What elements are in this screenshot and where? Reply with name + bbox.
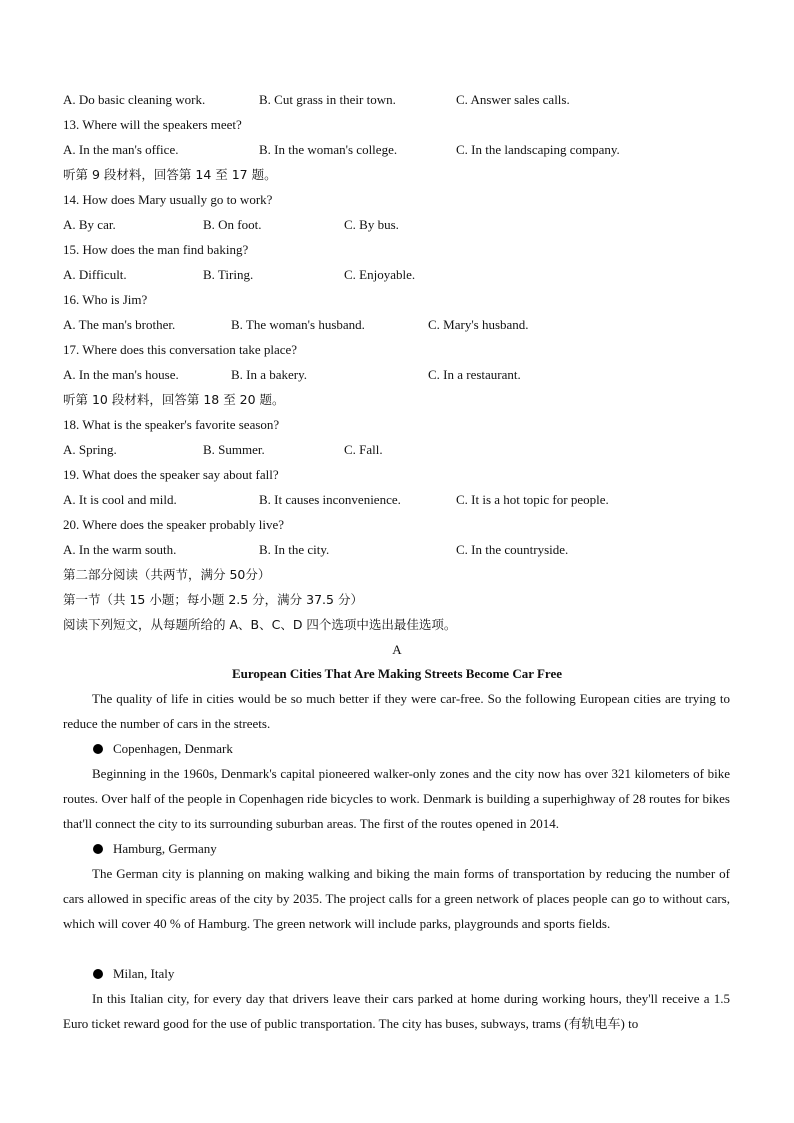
- q14-option-c: C. By bus.: [344, 217, 399, 232]
- q18-option-a: A. Spring.: [63, 442, 117, 457]
- q20-option-b: B. In the city.: [259, 542, 330, 557]
- q16-option-a: A. The man's brother.: [63, 317, 176, 332]
- q14-question: 14. How does Mary usually go to work?: [63, 192, 273, 207]
- q12-option-c: C. Answer sales calls.: [456, 92, 570, 107]
- passage-title: European Cities That Are Making Streets Become Car Free: [231, 666, 563, 681]
- q13-option-b: B. In the woman's college.: [259, 142, 398, 157]
- passage-intro: The quality of life in cities would be so much better if they were car-free. So the following European cities are trying to reduce the number of cars in the streets.: [63, 691, 730, 731]
- city-name: Milan, Italy: [113, 966, 175, 981]
- q15-question: 15. How does the man find baking?: [63, 242, 249, 257]
- q20-option-a: A. In the warm south.: [63, 542, 177, 557]
- bullet-icon: [93, 969, 103, 979]
- section-9-instruction: 听第 9 段材料，回答第 14 至 17 题。: [63, 167, 277, 182]
- q15-option-a: A. Difficult.: [63, 267, 127, 282]
- q14-option-a: A. By car.: [63, 217, 116, 232]
- q16-option-c: C. Mary's husband.: [428, 317, 529, 332]
- q20-question: 20. Where does the speaker probably live?: [63, 517, 285, 532]
- reading-part-heading: 第二部分阅读（共两节，满分 50分）: [63, 567, 271, 582]
- q13-option-a: A. In the man's office.: [63, 142, 179, 157]
- q19-question: 19. What does the speaker say about fall?: [63, 467, 279, 482]
- q18-option-c: C. Fall.: [344, 442, 383, 457]
- reading-section-heading: 第一节（共 15 小题；每小题 2.5 分，满分 37.5 分）: [63, 592, 363, 607]
- paragraph-copenhagen: Beginning in the 1960s, Denmark's capital pioneered walker-only zones and the city now has over 321 kilometers of bike routes. Over half of the people in Copenhagen ride bicycles to work. Denmark is building a superhighway of 28 routes for bikes that'll connect the city to its surrounding suburban areas. The first of the routes opened in 2014.: [63, 766, 730, 831]
- section-10-instruction: 听第 10 段材料，回答第 18 至 20 题。: [63, 392, 285, 407]
- q12-option-a: A. Do basic cleaning work.: [63, 92, 206, 107]
- city-heading-milan: [93, 966, 174, 982]
- q18-option-b: B. Summer.: [203, 442, 265, 457]
- bullet-icon: [93, 844, 103, 854]
- q15-option-c: C. Enjoyable.: [344, 267, 416, 282]
- q19-option-c: C. It is a hot topic for people.: [456, 492, 609, 507]
- q17-question: 17. Where does this conversation take place?: [63, 342, 298, 357]
- reading-instruction: 阅读下列短文，从每题所给的 A、B、C、D 四个选项中选出最佳选项。: [63, 617, 457, 632]
- q12-option-b: B. Cut grass in their town.: [259, 92, 396, 107]
- paragraph-hamburg: The German city is planning on making walking and biking the main forms of transportation by reducing the number of cars allowed in specific areas of the city by 2035. The project calls for a green network of places people can go to without cars, which will cover 40 % of Hamburg. The green network will include parks, playgrounds and sports fields.: [63, 866, 730, 931]
- passage-letter: A: [392, 642, 402, 657]
- q19-option-b: B. It causes inconvenience.: [259, 492, 401, 507]
- q17-option-a: A. In the man's house.: [63, 367, 179, 382]
- q15-option-b: B. Tiring.: [203, 267, 254, 282]
- q16-question: 16. Who is Jim?: [63, 292, 148, 307]
- q16-option-b: B. The woman's husband.: [231, 317, 365, 332]
- q14-option-b: B. On foot.: [203, 217, 262, 232]
- q17-option-b: B. In a bakery.: [231, 367, 308, 382]
- q20-option-c: C. In the countryside.: [456, 542, 569, 557]
- q17-option-c: C. In a restaurant.: [428, 367, 521, 382]
- city-heading-hamburg: [93, 841, 217, 857]
- city-heading-copenhagen: [93, 741, 233, 757]
- q18-question: 18. What is the speaker's favorite season?: [63, 417, 280, 432]
- q19-option-a: A. It is cool and mild.: [63, 492, 177, 507]
- city-name: Hamburg, Germany: [113, 841, 217, 856]
- city-name: Copenhagen, Denmark: [113, 741, 233, 756]
- paragraph-milan: In this Italian city, for every day that drivers leave their cars parked at home during working hours, they'll receive a 1.5 Euro ticket reward good for the use of public transportation. The city has buses, subways, trams (有轨电车) to: [63, 991, 730, 1031]
- q13-option-c: C. In the landscaping company.: [456, 142, 620, 157]
- q13-question: 13. Where will the speakers meet?: [63, 117, 242, 132]
- bullet-icon: [93, 744, 103, 754]
